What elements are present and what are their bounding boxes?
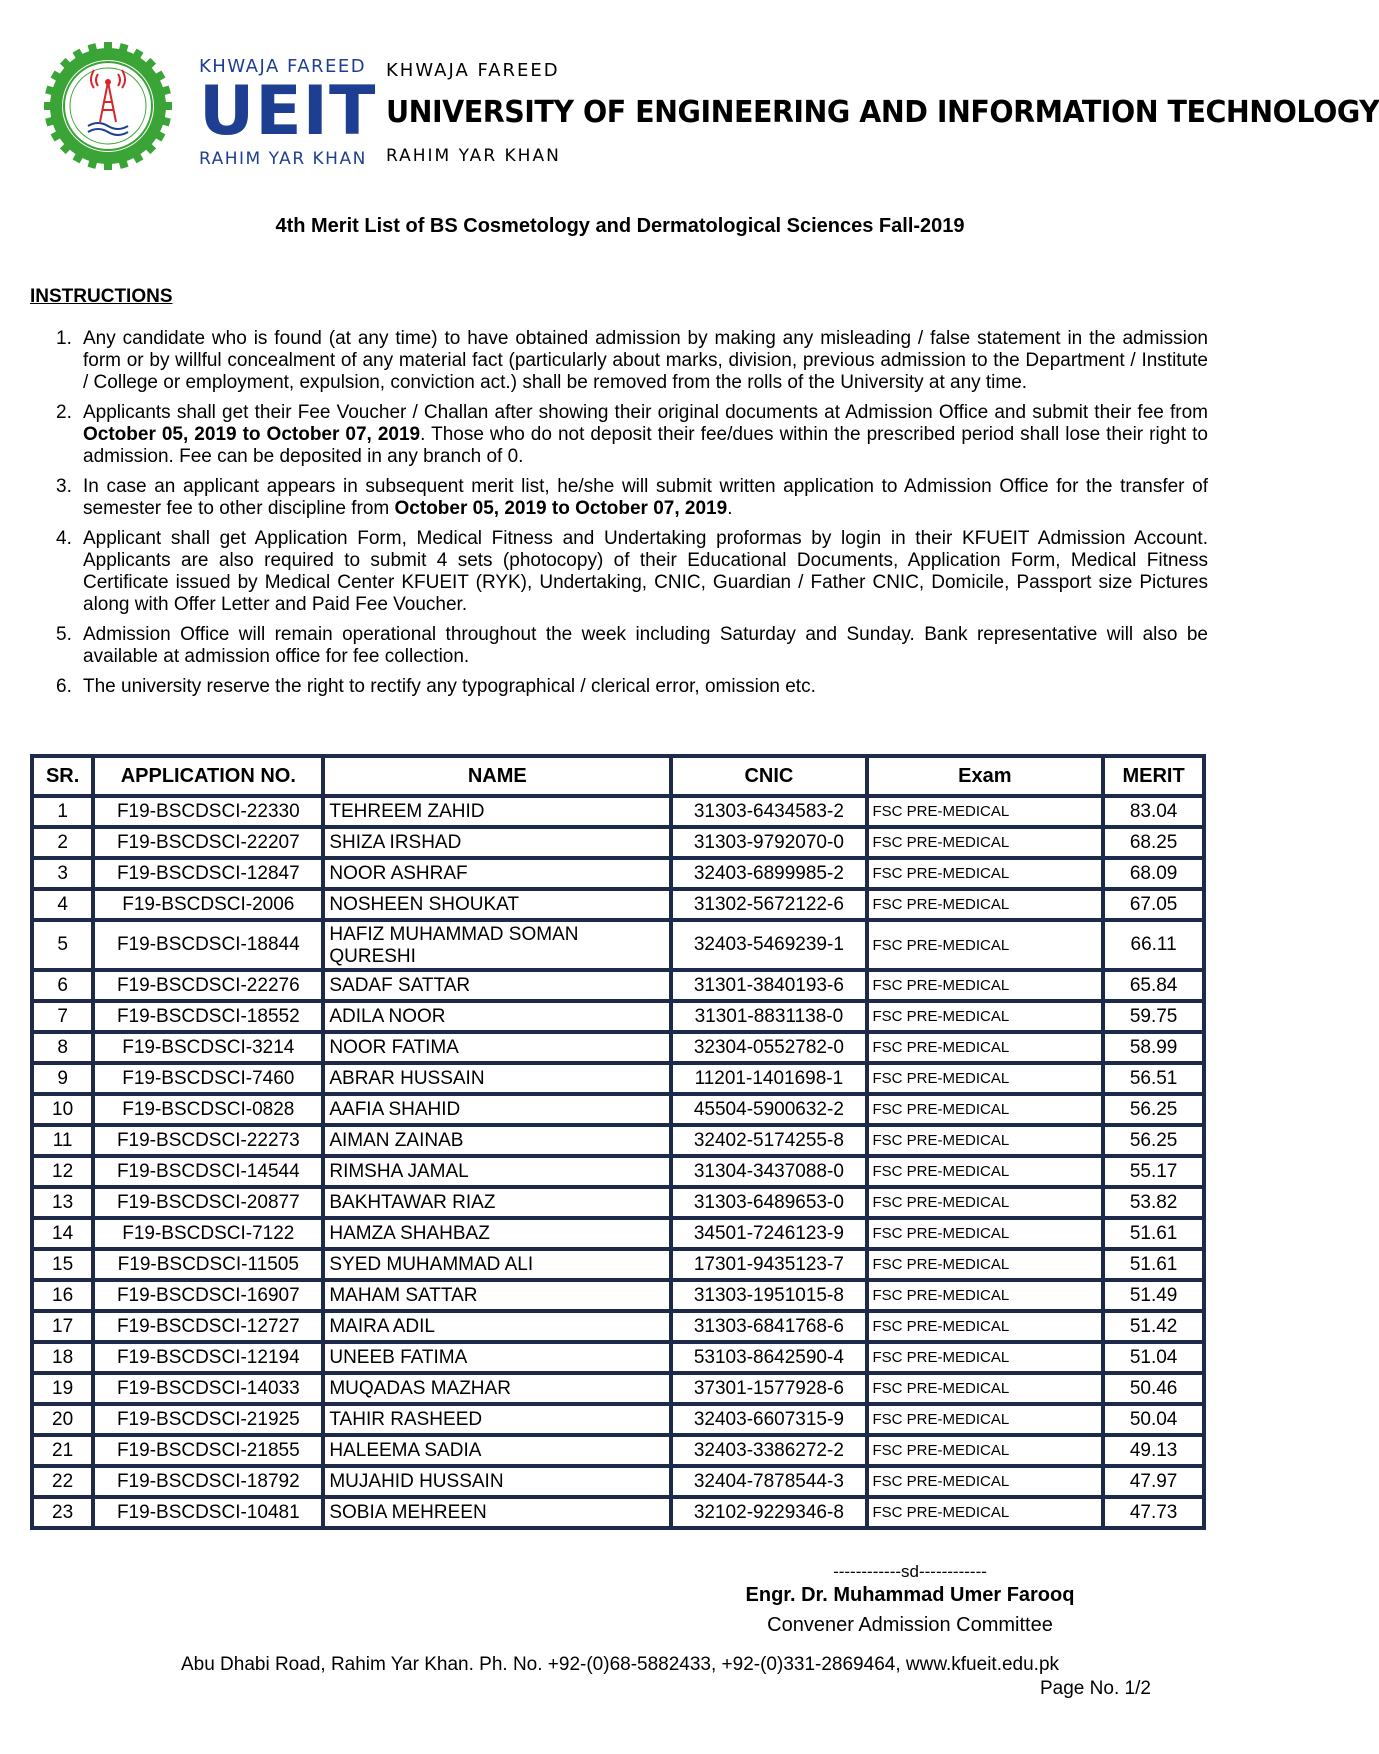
cell-exam: FSC PRE-MEDICAL (867, 1187, 1104, 1218)
instructions-heading: INSTRUCTIONS (30, 286, 173, 307)
table-row (32, 827, 1204, 858)
cell-application-no: F19-BSCDSCI-20877 (93, 1187, 323, 1218)
cell-name: AAFIA SHAHID (323, 1094, 671, 1125)
cell-cnic: 31303-6489653-0 (671, 1187, 866, 1218)
table-row (32, 1280, 1204, 1311)
instruction-text: Admission Office will remain operational throughout the week including Saturday and Sunday. Bank representative will also be available at admission office for fee collection. (83, 624, 1208, 667)
cell-name: SYED MUHAMMAD ALI (323, 1249, 671, 1280)
university-seal-icon (44, 42, 172, 170)
table-row (32, 1125, 1204, 1156)
table-row (32, 1311, 1204, 1342)
cell-name: SOBIA MEHREEN (323, 1497, 671, 1528)
cell-cnic: 31303-9792070-0 (671, 827, 866, 858)
header-application-no: APPLICATION NO. (93, 756, 323, 796)
cell-application-no: F19-BSCDSCI-21855 (93, 1435, 323, 1466)
cell-sr: 7 (32, 1001, 93, 1032)
cell-merit: 51.61 (1103, 1218, 1204, 1249)
merit-table (30, 754, 1206, 1530)
cell-application-no: F19-BSCDSCI-18552 (93, 1001, 323, 1032)
signatory-title: Convener Admission Committee (767, 1614, 1053, 1636)
cell-application-no: F19-BSCDSCI-18844 (93, 920, 323, 970)
instruction-item (56, 328, 1208, 394)
cell-exam: FSC PRE-MEDICAL (867, 1373, 1104, 1404)
university-name: UNIVERSITY OF ENGINEERING AND INFORMATION TECHNOLOGY (386, 95, 1379, 130)
cell-cnic: 31302-5672122-6 (671, 889, 866, 920)
cell-cnic: 11201-1401698-1 (671, 1063, 866, 1094)
cell-exam: FSC PRE-MEDICAL (867, 1094, 1104, 1125)
cell-cnic: 32403-6607315-9 (671, 1404, 866, 1435)
table-row (32, 1218, 1204, 1249)
instruction-number: 3. (56, 476, 72, 497)
instruction-number: 2. (56, 402, 72, 423)
cell-cnic: 32403-3386272-2 (671, 1435, 866, 1466)
cell-merit: 47.73 (1103, 1497, 1204, 1528)
cell-cnic: 31303-1951015-8 (671, 1280, 866, 1311)
university-name-top: KHWAJA FAREED (386, 60, 560, 81)
cell-sr: 16 (32, 1280, 93, 1311)
cell-sr: 22 (32, 1466, 93, 1497)
table-row (32, 1063, 1204, 1094)
cell-exam: FSC PRE-MEDICAL (867, 858, 1104, 889)
table-row (32, 1187, 1204, 1218)
table-row (32, 1466, 1204, 1497)
table-row (32, 1435, 1204, 1466)
instruction-item (56, 528, 1208, 616)
cell-cnic: 34501-7246123-9 (671, 1218, 866, 1249)
logo-wordmark (199, 56, 379, 169)
cell-exam: FSC PRE-MEDICAL (867, 1032, 1104, 1063)
instruction-number: 4. (56, 528, 72, 549)
cell-sr: 6 (32, 970, 93, 1001)
letterhead (44, 42, 1379, 202)
cell-sr: 17 (32, 1311, 93, 1342)
cell-merit: 51.04 (1103, 1342, 1204, 1373)
instruction-item (56, 402, 1208, 468)
cell-exam: FSC PRE-MEDICAL (867, 1497, 1104, 1528)
instruction-date-range: October 05, 2019 to October 07, 2019 (394, 498, 728, 519)
cell-cnic: 32304-0552782-0 (671, 1032, 866, 1063)
footer-address: Abu Dhabi Road, Rahim Yar Khan. Ph. No. +92-(0)68-5882433, +92-(0)331-2869464, www.kfueit.edu.pk (180, 1654, 1060, 1675)
cell-sr: 18 (32, 1342, 93, 1373)
cell-merit: 65.84 (1103, 970, 1204, 1001)
cell-merit: 67.05 (1103, 889, 1204, 920)
table-row (32, 970, 1204, 1001)
cell-application-no: F19-BSCDSCI-11505 (93, 1249, 323, 1280)
cell-merit: 50.46 (1103, 1373, 1204, 1404)
cell-exam: FSC PRE-MEDICAL (867, 1280, 1104, 1311)
cell-merit: 53.82 (1103, 1187, 1204, 1218)
cell-sr: 13 (32, 1187, 93, 1218)
instruction-text: Any candidate who is found (at any time) to have obtained admission by making any misleading / false statement in the admission form or by willful concealment of any material fact (particularly about marks, division, previous admission to the Department / Institute / College or employment, expulsion, conviction act.) shall be removed from the rolls of the University at any time. (83, 328, 1208, 393)
cell-application-no: F19-BSCDSCI-12194 (93, 1342, 323, 1373)
cell-sr: 10 (32, 1094, 93, 1125)
cell-name: MAIRA ADIL (323, 1311, 671, 1342)
cell-name: HALEEMA SADIA (323, 1435, 671, 1466)
cell-application-no: F19-BSCDSCI-14544 (93, 1156, 323, 1187)
cell-exam: FSC PRE-MEDICAL (867, 1249, 1104, 1280)
instruction-number: 1. (56, 328, 72, 349)
cell-sr: 3 (32, 858, 93, 889)
table-row (32, 920, 1204, 970)
cell-application-no: F19-BSCDSCI-22276 (93, 970, 323, 1001)
document-title: 4th Merit List of BS Cosmetology and Dermatological Sciences Fall-2019 (275, 215, 965, 237)
cell-cnic: 32402-5174255-8 (671, 1125, 866, 1156)
cell-exam: FSC PRE-MEDICAL (867, 1156, 1104, 1187)
instruction-number: 5. (56, 624, 72, 645)
cell-name: BAKHTAWAR RIAZ (323, 1187, 671, 1218)
cell-sr: 21 (32, 1435, 93, 1466)
cell-sr: 11 (32, 1125, 93, 1156)
cell-exam: FSC PRE-MEDICAL (867, 889, 1104, 920)
cell-cnic: 37301-1577928-6 (671, 1373, 866, 1404)
cell-exam: FSC PRE-MEDICAL (867, 1311, 1104, 1342)
cell-application-no: F19-BSCDSCI-22330 (93, 796, 323, 827)
cell-name: TEHREEM ZAHID (323, 796, 671, 827)
cell-cnic: 32102-9229346-8 (671, 1497, 866, 1528)
instruction-text: Applicant shall get Application Form, Medical Fitness and Undertaking proformas by login in their KFUEIT Admission Account. Applicants are also required to submit 4 sets (photocopy) of their Educational Documents, Application Form, Medical Fitness Certificate issued by Medical Center KFUEIT (RYK), Undertaking, CNIC, Guardian / Father CNIC, Domicile, Passport size Pictures along with Offer Letter and Paid Fee Voucher. (83, 528, 1208, 615)
cell-sr: 14 (32, 1218, 93, 1249)
cell-name: HAMZA SHAHBAZ (323, 1218, 671, 1249)
cell-name: TAHIR RASHEED (323, 1404, 671, 1435)
instruction-number: 6. (56, 676, 72, 697)
instruction-text: . Those who do not deposit their fee/dues within the prescribed period shall lose their right to admission. Fee can be deposited in any branch of 0. (83, 424, 1208, 467)
cell-exam: FSC PRE-MEDICAL (867, 827, 1104, 858)
cell-sr: 19 (32, 1373, 93, 1404)
cell-merit: 47.97 (1103, 1466, 1204, 1497)
cell-application-no: F19-BSCDSCI-21925 (93, 1404, 323, 1435)
instruction-text: In case an applicant appears in subsequent merit list, he/she will submit written application to Admission Office for the transfer of semester fee to other discipline from (83, 476, 1208, 519)
cell-sr: 20 (32, 1404, 93, 1435)
cell-cnic: 31303-6841768-6 (671, 1311, 866, 1342)
cell-name: AIMAN ZAINAB (323, 1125, 671, 1156)
header-merit: MERIT (1103, 756, 1204, 796)
instruction-item (56, 476, 1208, 520)
cell-merit: 51.49 (1103, 1280, 1204, 1311)
table-row (32, 1342, 1204, 1373)
cell-exam: FSC PRE-MEDICAL (867, 970, 1104, 1001)
cell-application-no: F19-BSCDSCI-18792 (93, 1466, 323, 1497)
instruction-item (56, 676, 1208, 698)
cell-merit: 68.25 (1103, 827, 1204, 858)
table-row (32, 1094, 1204, 1125)
cell-merit: 56.25 (1103, 1125, 1204, 1156)
cell-name: SHIZA IRSHAD (323, 827, 671, 858)
cell-exam: FSC PRE-MEDICAL (867, 1218, 1104, 1249)
instruction-date-range: October 05, 2019 to October 07, 2019 (83, 424, 421, 445)
signatory-name: Engr. Dr. Muhammad Umer Farooq (745, 1584, 1075, 1606)
cell-merit: 58.99 (1103, 1032, 1204, 1063)
cell-application-no: F19-BSCDSCI-2006 (93, 889, 323, 920)
cell-exam: FSC PRE-MEDICAL (867, 796, 1104, 827)
cell-name: NOOR ASHRAF (323, 858, 671, 889)
university-name-block (386, 60, 1379, 166)
cell-name: RIMSHA JAMAL (323, 1156, 671, 1187)
table-row (32, 796, 1204, 827)
logo-bottom-text: RAHIM YAR KHAN (199, 149, 367, 169)
cell-cnic: 31301-8831138-0 (671, 1001, 866, 1032)
cell-merit: 56.25 (1103, 1094, 1204, 1125)
cell-application-no: F19-BSCDSCI-16907 (93, 1280, 323, 1311)
instruction-text: . (727, 498, 733, 519)
cell-sr: 15 (32, 1249, 93, 1280)
cell-cnic: 31301-3840193-6 (671, 970, 866, 1001)
table-row (32, 1001, 1204, 1032)
cell-sr: 9 (32, 1063, 93, 1094)
cell-exam: FSC PRE-MEDICAL (867, 1435, 1104, 1466)
cell-cnic: 45504-5900632-2 (671, 1094, 866, 1125)
table-row (32, 889, 1204, 920)
cell-merit: 66.11 (1103, 920, 1204, 970)
cell-sr: 5 (32, 920, 93, 970)
cell-sr: 2 (32, 827, 93, 858)
cell-merit: 56.51 (1103, 1063, 1204, 1094)
cell-cnic: 31303-6434583-2 (671, 796, 866, 827)
cell-name: UNEEB FATIMA (323, 1342, 671, 1373)
cell-merit: 83.04 (1103, 796, 1204, 827)
cell-name: MAHAM SATTAR (323, 1280, 671, 1311)
cell-sr: 12 (32, 1156, 93, 1187)
cell-cnic: 32403-6899985-2 (671, 858, 866, 889)
table-row (32, 1373, 1204, 1404)
cell-application-no: F19-BSCDSCI-12847 (93, 858, 323, 889)
table-row (32, 1032, 1204, 1063)
cell-merit: 68.09 (1103, 858, 1204, 889)
table-row (32, 1156, 1204, 1187)
cell-exam: FSC PRE-MEDICAL (867, 920, 1104, 970)
cell-sr: 4 (32, 889, 93, 920)
table-row (32, 1249, 1204, 1280)
cell-name: NOOR FATIMA (323, 1032, 671, 1063)
cell-exam: FSC PRE-MEDICAL (867, 1404, 1104, 1435)
cell-exam: FSC PRE-MEDICAL (867, 1063, 1104, 1094)
instruction-text: Applicants shall get their Fee Voucher / Challan after showing their original documents at Admission Office and submit their fee from (83, 402, 1208, 423)
cell-name: SADAF SATTAR (323, 970, 671, 1001)
cell-merit: 51.61 (1103, 1249, 1204, 1280)
table-row (32, 1404, 1204, 1435)
header-exam: Exam (867, 756, 1104, 796)
table-row (32, 858, 1204, 889)
cell-application-no: F19-BSCDSCI-0828 (93, 1094, 323, 1125)
cell-application-no: F19-BSCDSCI-10481 (93, 1497, 323, 1528)
cell-cnic: 32404-7878544-3 (671, 1466, 866, 1497)
cell-cnic: 17301-9435123-7 (671, 1249, 866, 1280)
instruction-text: The university reserve the right to rectify any typographical / clerical error, omission etc. (83, 676, 816, 697)
cell-exam: FSC PRE-MEDICAL (867, 1466, 1104, 1497)
header-cnic: CNIC (671, 756, 866, 796)
cell-exam: FSC PRE-MEDICAL (867, 1125, 1104, 1156)
header-name: NAME (323, 756, 671, 796)
cell-name: NOSHEEN SHOUKAT (323, 889, 671, 920)
table-header-row (32, 756, 1204, 796)
signature-mark: ------------sd------------ (833, 1562, 987, 1581)
cell-application-no: F19-BSCDSCI-7122 (93, 1218, 323, 1249)
cell-name: MUJAHID HUSSAIN (323, 1466, 671, 1497)
table-row (32, 1497, 1204, 1528)
cell-name: HAFIZ MUHAMMAD SOMAN QURESHI (323, 920, 671, 970)
cell-name: ADILA NOOR (323, 1001, 671, 1032)
logo-main-text: UEIT (199, 72, 377, 151)
cell-merit: 49.13 (1103, 1435, 1204, 1466)
cell-sr: 23 (32, 1497, 93, 1528)
cell-cnic: 53103-8642590-4 (671, 1342, 866, 1373)
cell-application-no: F19-BSCDSCI-14033 (93, 1373, 323, 1404)
cell-application-no: F19-BSCDSCI-3214 (93, 1032, 323, 1063)
cell-merit: 50.04 (1103, 1404, 1204, 1435)
cell-exam: FSC PRE-MEDICAL (867, 1342, 1104, 1373)
cell-sr: 1 (32, 796, 93, 827)
cell-name: ABRAR HUSSAIN (323, 1063, 671, 1094)
cell-merit: 51.42 (1103, 1311, 1204, 1342)
cell-merit: 55.17 (1103, 1156, 1204, 1187)
cell-application-no: F19-BSCDSCI-7460 (93, 1063, 323, 1094)
university-city: RAHIM YAR KHAN (386, 146, 561, 166)
header-sr: SR. (32, 756, 93, 796)
cell-application-no: F19-BSCDSCI-22273 (93, 1125, 323, 1156)
logo-top-text: KHWAJA FAREED (199, 56, 367, 77)
cell-application-no: F19-BSCDSCI-22207 (93, 827, 323, 858)
cell-exam: FSC PRE-MEDICAL (867, 1001, 1104, 1032)
cell-sr: 8 (32, 1032, 93, 1063)
cell-merit: 59.75 (1103, 1001, 1204, 1032)
cell-cnic: 31304-3437088-0 (671, 1156, 866, 1187)
cell-name: MUQADAS MAZHAR (323, 1373, 671, 1404)
cell-application-no: F19-BSCDSCI-12727 (93, 1311, 323, 1342)
page-number: Page No. 1/2 (1040, 1678, 1151, 1699)
instruction-item (56, 624, 1208, 668)
instructions-list (56, 328, 1208, 706)
cell-cnic: 32403-5469239-1 (671, 920, 866, 970)
